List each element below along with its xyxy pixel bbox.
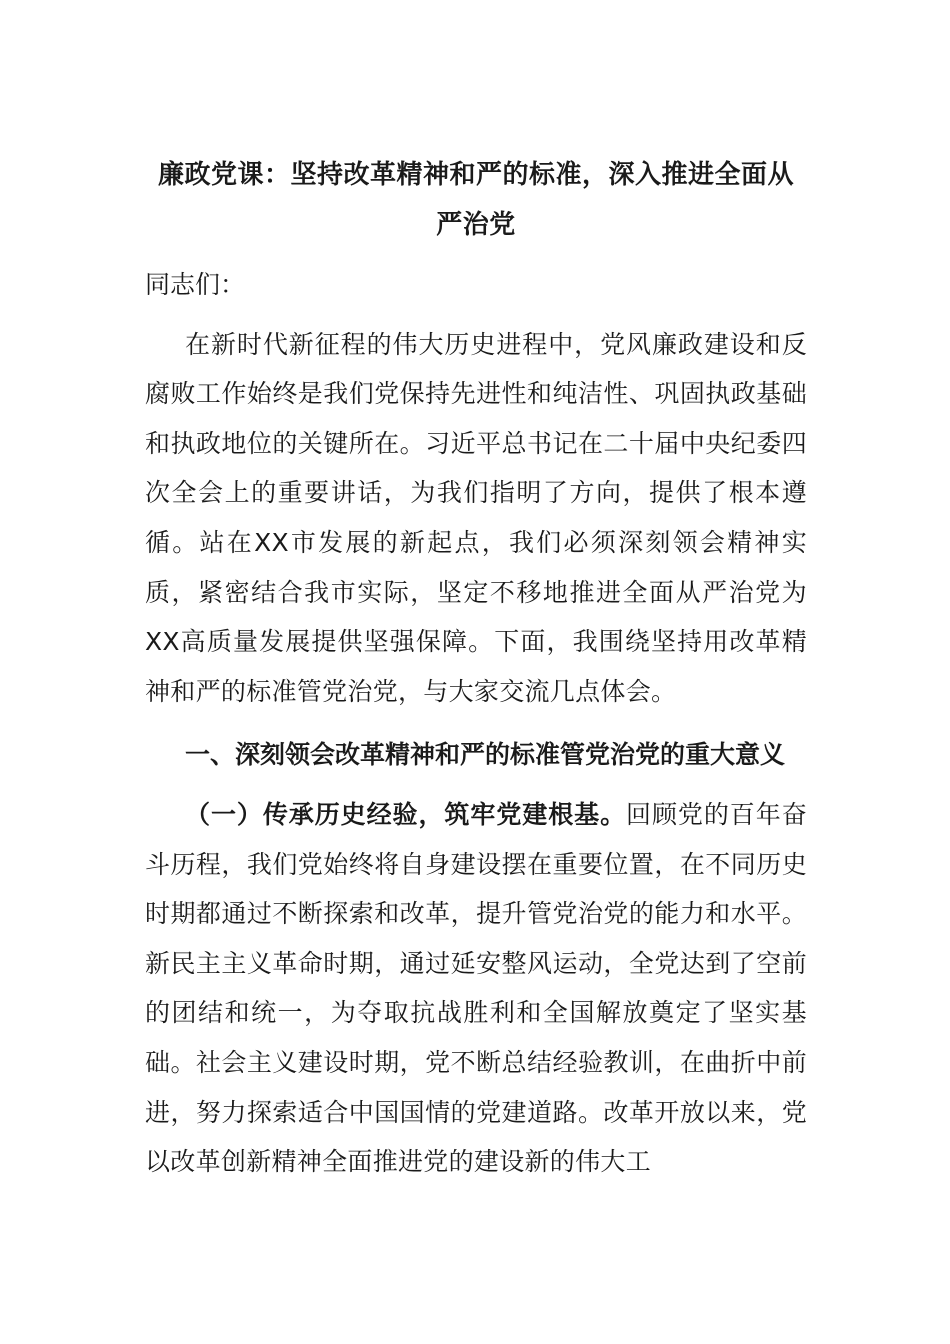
intro-paragraph: 在新时代新征程的伟大历史进程中，党风廉政建设和反腐败工作始终是我们党保持先进性和纯洁性、巩固执政基础和执政地位的关键所在。习近平总书记在二十届中央纪委四次全会上的重要讲话，为我们指明了方向，提供了根本遵循。站在XX市发展的新起点，我们必须深刻领会精神实质，紧密结合我市实际，坚定不移地推进全面从严治党为XX高质量发展提供坚强保障。下面，我围绕坚持用改革精神和严的标准管党治党，与大家交流几点体会。 xyxy=(145,329,807,706)
document-body xyxy=(145,150,807,1187)
subsection-body: 回顾党的百年奋斗历程，我们党始终将自身建设摆在重要位置，在不同历史时期都通过不断探索和改革，提升管党治党的能力和水平。新民主主义革命时期，通过延安整风运动，全党达到了空前的团结和统一，为夺取抗战胜利和全国解放奠定了坚实基础。社会主义建设时期，党不断总结经验教训，在曲折中前进，努力探索适合中国国情的党建道路。改革开放以来，党以改革创新精神全面推进党的建设新的伟大工 xyxy=(145,799,807,1177)
section-heading: 一、深刻领会改革精神和严的标准管党治党的重大意义 xyxy=(185,740,786,770)
salutation: 同志们： xyxy=(145,270,246,299)
subsection-lead: （一）传承历史经验，筑牢党建根基。 xyxy=(185,799,627,829)
document-title: 廉政党课：坚持改革精神和严的标准，深入推进全面从严治党 xyxy=(157,160,794,240)
subsection-paragraph xyxy=(145,790,807,1187)
